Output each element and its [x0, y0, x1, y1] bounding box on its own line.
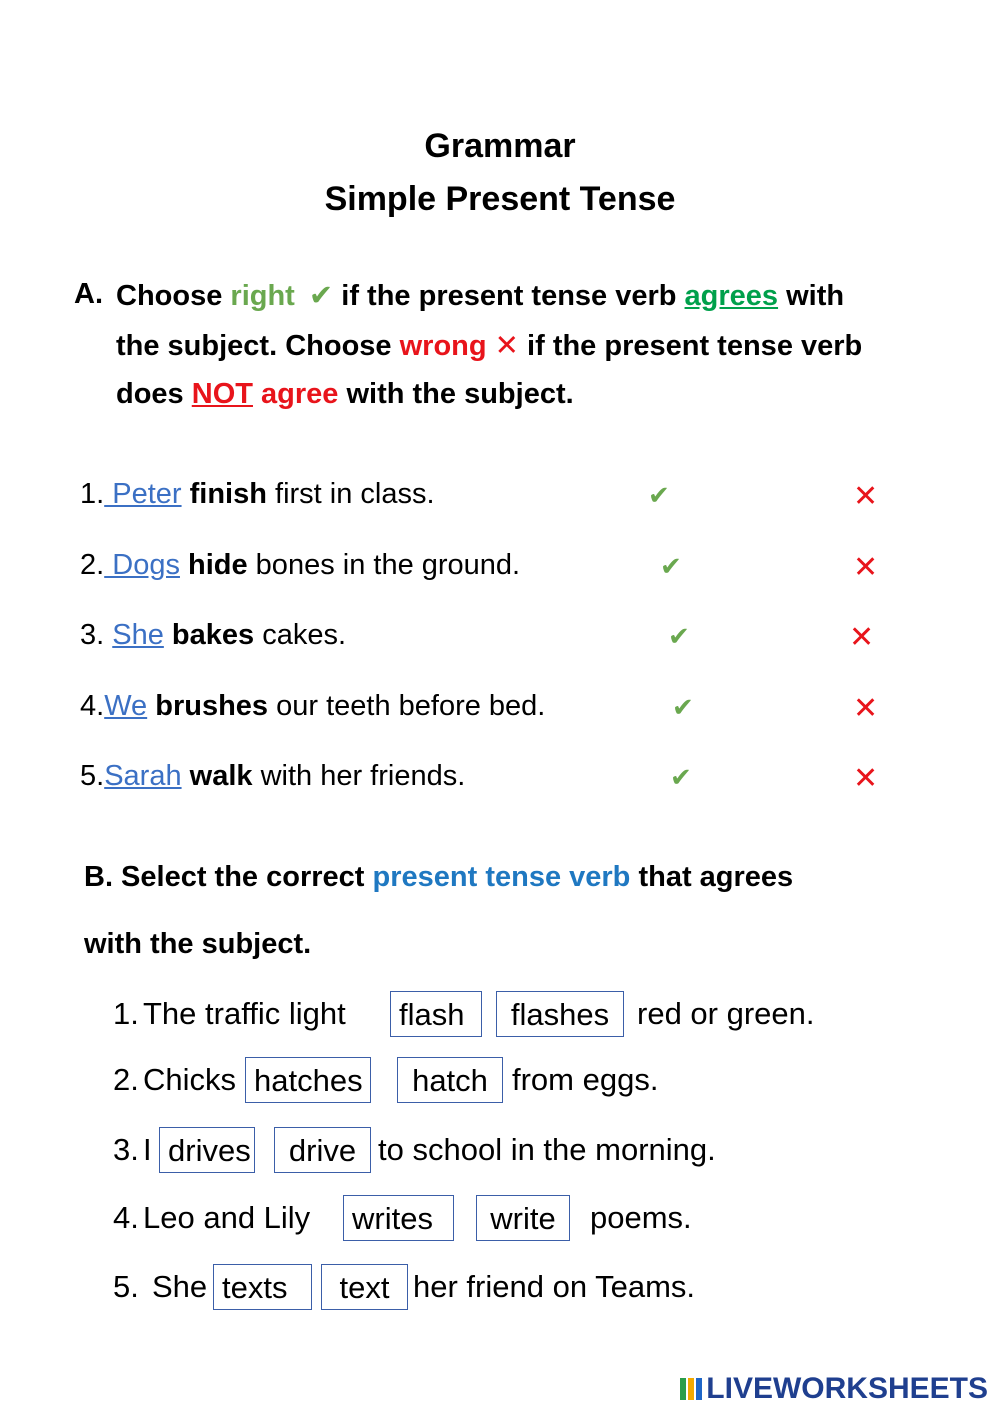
section-b-instruction-line2: with the subject. [84, 928, 312, 960]
wrong-cross-icon[interactable]: ✕ [853, 551, 879, 584]
item-number: 3. [113, 1132, 139, 1167]
verb-option-button[interactable]: drive [274, 1127, 371, 1173]
statement-verb: hide [179, 549, 248, 581]
verb-option-button[interactable]: drives [159, 1127, 255, 1173]
verb-option-button[interactable]: flash [390, 991, 482, 1037]
section-a-letter: A. [74, 278, 103, 310]
sentence-start: Chicks [143, 1062, 237, 1097]
sentence-end: her friend on Teams. [413, 1269, 696, 1304]
right-check-icon[interactable]: ✔ [668, 621, 690, 651]
sentence-start: Leo and Lily [143, 1200, 311, 1235]
sentence-start: The traffic light [143, 996, 346, 1031]
statement-rest: with her friends. [252, 760, 466, 792]
statement-subject: Sarah [104, 760, 182, 792]
item-number: 4. [113, 1200, 139, 1235]
item-number: 5. [113, 1269, 139, 1304]
statement-row [80, 760, 465, 793]
wrong-cross-icon[interactable]: ✕ [853, 762, 879, 795]
statement-rest: cakes. [254, 619, 347, 651]
statement-number: 1. [80, 478, 105, 510]
statement-subject: Peter [104, 478, 182, 510]
verb-option-button[interactable]: hatches [245, 1057, 371, 1103]
right-check-icon[interactable]: ✔ [648, 480, 670, 510]
section-a-instruction-line2: the subject. Choose wrong ✕ if the present tense verb [116, 330, 863, 362]
statement-rest: bones in the ground. [247, 549, 521, 581]
statement-subject: Dogs [104, 549, 180, 581]
statement-row [80, 619, 346, 652]
statement-number: 3. [80, 619, 113, 651]
liveworksheets-logo: LIVEWORKSHEETS [680, 1372, 988, 1406]
section-a-instruction-line1: Choose right ✔ if the present tense verb agrees with [116, 280, 845, 312]
item-number: 2. [113, 1062, 139, 1097]
verb-option-button[interactable]: hatch [397, 1057, 503, 1103]
section-a-instruction-line3: does NOT agree with the subject. [116, 378, 574, 410]
sentence-end: red or green. [637, 996, 815, 1031]
statement-verb: finish [181, 478, 267, 510]
sentence-start: She [152, 1269, 208, 1304]
sentence-end: poems. [590, 1200, 692, 1235]
verb-option-button[interactable]: flashes [496, 991, 624, 1037]
wrong-cross-icon[interactable]: ✕ [853, 692, 879, 725]
item-number: 1. [113, 996, 139, 1031]
statement-verb: walk [181, 760, 253, 792]
present-tense-verb-label: present tense verb [372, 861, 631, 893]
wrong-label: wrong [399, 330, 487, 362]
sentence-start: I [143, 1132, 152, 1167]
statement-subject: She [112, 619, 164, 651]
statement-subject: We [104, 690, 148, 722]
wrong-cross-icon[interactable]: ✕ [853, 480, 879, 513]
worksheet-title: Grammar [424, 127, 576, 165]
liveworksheets-logo-icon [680, 1378, 702, 1400]
right-check-icon[interactable]: ✔ [670, 762, 692, 792]
sentence-end: to school in the morning. [378, 1132, 716, 1167]
right-label: right [230, 280, 295, 312]
cross-icon: ✕ [494, 330, 519, 362]
statement-rest: our teeth before bed. [268, 690, 546, 722]
not-label: NOT [191, 378, 253, 410]
statement-row [80, 478, 435, 511]
check-icon: ✔ [308, 280, 334, 312]
statement-number: 4. [80, 690, 105, 722]
statement-verb: brushes [147, 690, 269, 722]
right-check-icon[interactable]: ✔ [660, 551, 682, 581]
statement-row [80, 690, 545, 723]
statement-verb: bakes [163, 619, 255, 651]
verb-option-button[interactable]: writes [343, 1195, 454, 1241]
agrees-label: agrees [684, 280, 779, 312]
verb-option-button[interactable]: write [476, 1195, 570, 1241]
statement-number: 5. [80, 760, 105, 792]
statement-rest: first in class. [266, 478, 435, 510]
wrong-cross-icon[interactable]: ✕ [849, 621, 875, 654]
worksheet-subtitle: Simple Present Tense [324, 180, 676, 218]
section-b-instruction-line1: B. Select the correct present tense verb that agrees [84, 861, 794, 893]
statement-number: 2. [80, 549, 105, 581]
statement-row [80, 549, 520, 582]
right-check-icon[interactable]: ✔ [672, 692, 694, 722]
verb-option-button[interactable]: text [321, 1264, 408, 1310]
sentence-end: from eggs. [512, 1062, 659, 1097]
verb-option-button[interactable]: texts [213, 1264, 312, 1310]
